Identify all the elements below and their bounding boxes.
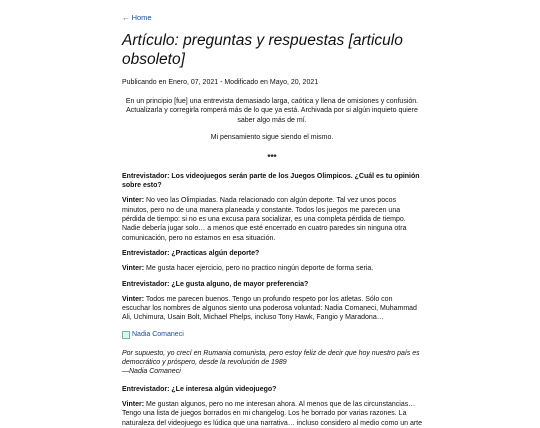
- publish-meta: Publicando en Enero, 07, 2021 - Modificado en Mayo, 20, 2021: [122, 79, 319, 86]
- answer-text: Me gustan algunos, pero no me interesan ahora. Al menos que de las circunstancias… Tengo una lista de juegos borrados en mi changelog. Los he borrado por varias razones. La naturaleza del videojuego es lúdica que una narrativa… incluso considero al medio como un arte: [122, 400, 423, 427]
- intro-text: En un principio [fue] una entrevista demasiado larga, caótica y llena de omisiones y confusión. Actualizarla y corregirla romperá más de lo que ya está. Archivada por si algún inquieto quiere saber algo más de mí.: [125, 98, 419, 124]
- blockquote: [122, 349, 422, 377]
- question-4: Entrevistador: ¿Le interesa algún videojuego?: [122, 385, 277, 393]
- answer-1: [122, 196, 422, 242]
- quote-text: Por supuesto, yo crecí en Rumania comunista, pero estoy feliz de decir que hoy nuestro país es democrático y próspero, desde la revolución de 1989: [122, 349, 420, 367]
- home-link[interactable]: ← Home: [122, 13, 152, 22]
- note-text: Mi pensamiento sigue siendo el mismo.: [210, 133, 334, 141]
- answer-4: [122, 400, 422, 428]
- answer-2: [122, 264, 422, 273]
- speaker-label: Vinter:: [122, 400, 145, 408]
- question-1: Entrevistador: Los videojuegos serán parte de los Juegos Olimpicos. ¿Cuál es tu opinión sobre esto?: [122, 172, 420, 190]
- speaker-label: Vinter:: [122, 295, 145, 303]
- image-alt-text: Nadia Comaneci: [132, 331, 184, 339]
- separator: ***: [267, 152, 277, 162]
- question-2: Entrevistador: ¿Practicas algún deporte?: [122, 249, 260, 257]
- speaker-label: Vinter:: [122, 265, 145, 273]
- question-3: Entrevistador: ¿Le gusta alguno, de mayor preferencia?: [122, 280, 309, 288]
- page-title: Artículo: preguntas y respuestas [articulo obsoleto]: [122, 32, 403, 68]
- answer-text: Todos me parecen buenos. Tengo un profundo respeto por los atletas. Sólo con escuchar los nombres de algunos siento una poderosa voluntad: Nadia Comaneci, Muhammad Ali, Uchimura, Usain Bolt, Michael Phelps, incluso Tony Hawk, Fangio y Maradona…: [122, 295, 417, 322]
- article-page: [122, 0, 422, 428]
- speaker-label: Vinter:: [122, 197, 145, 205]
- answer-text: No veo las Olimpiadas. Nada relacionado con algún deporte. Tal vez unos pocos minutos, pero no de una manera planeada y constante. Todos los juegos me parecen una pérdida de tiempo: si no es una excusa para socializar, es una completa pérdida de tiempo. Nadie debería jugar solo… a menos que esté encerrado en cuatro paredes sin ninguna otra comunicación, pero no estamos en esa situación.: [122, 197, 407, 242]
- quote-author: —Nadia Comaneci: [122, 368, 181, 376]
- answer-text: Me gusta hacer ejercicio, pero no practico ningún deporte de forma seria.: [144, 265, 374, 273]
- answer-3: [122, 295, 422, 323]
- image-link-nadia[interactable]: [122, 331, 422, 339]
- broken-image-icon: [122, 331, 130, 339]
